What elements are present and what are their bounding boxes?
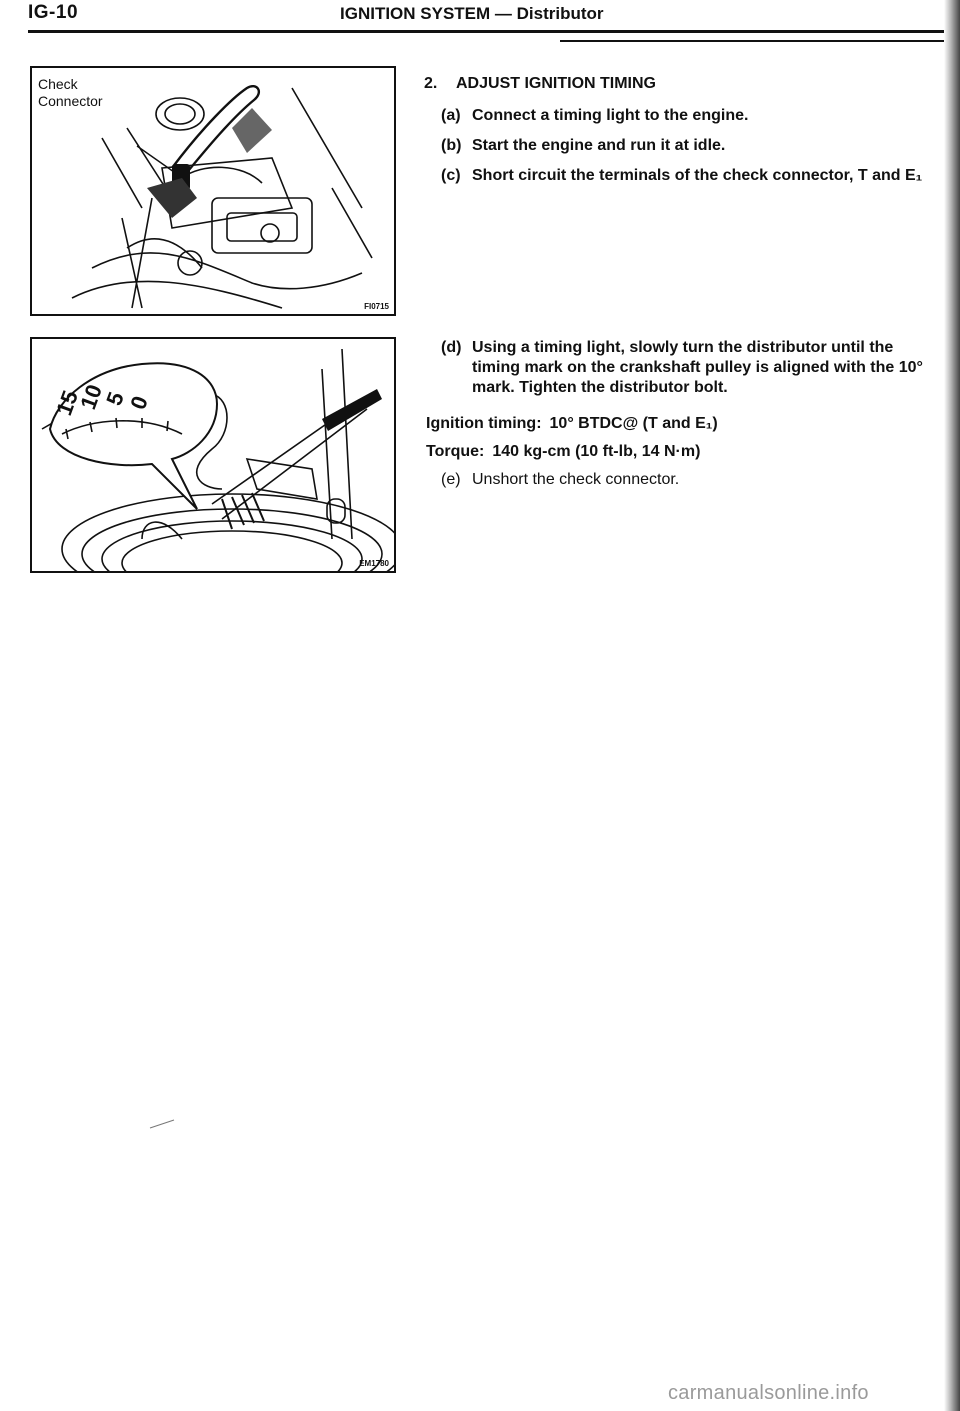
- substep-mark: (a): [441, 107, 461, 124]
- spec-label: Ignition timing:: [426, 415, 542, 432]
- spec-torque: [426, 442, 700, 462]
- substep-text: Start the engine and run it at idle.: [472, 137, 726, 154]
- step-heading: [424, 74, 656, 94]
- step-number: 2.: [424, 75, 438, 92]
- substep-a: [441, 106, 942, 126]
- substep-text: Using a timing light, slowly turn the distributor until the timing mark on the crankshaft pulley is aligned with the 10° mark. Tighten the distributor bolt.: [472, 339, 923, 396]
- page-id: IG-10: [28, 2, 79, 23]
- figure-timing-marks: [30, 337, 396, 573]
- spec-ignition-timing: [426, 414, 718, 434]
- substep-b: [441, 136, 942, 156]
- substep-e: [441, 470, 942, 490]
- header-rule: [28, 30, 950, 33]
- substep-text: Connect a timing light to the engine.: [472, 107, 749, 124]
- scale-mark-10: 10: [75, 381, 108, 413]
- substep-mark: (b): [441, 137, 462, 154]
- scale-mark-5: 5: [101, 388, 129, 409]
- callout-check-connector: Check Connector: [38, 76, 103, 109]
- crankshaft-pulley-illustration: [32, 339, 394, 571]
- substep-d: [441, 338, 942, 398]
- substep-text: Short circuit the terminals of the check connector, T and E₁: [472, 167, 923, 184]
- watermark: carmanualsonline.info: [668, 1382, 869, 1404]
- figure-code: EM1780: [359, 559, 389, 568]
- figure-check-connector: [30, 66, 396, 316]
- spec-value: 10° BTDC@ (T and E₁): [549, 415, 718, 432]
- scale-mark-15: 15: [51, 387, 84, 419]
- scan-mark: [148, 1118, 176, 1130]
- figure-code: FI0715: [364, 302, 389, 311]
- page-title: IGNITION SYSTEM — Distributor: [340, 4, 604, 23]
- substep-c: [441, 166, 942, 186]
- scale-mark-0: 0: [125, 392, 153, 413]
- header-rule-secondary: [560, 40, 950, 42]
- substep-mark: (d): [441, 339, 462, 356]
- substep-text: Unshort the check connector.: [472, 471, 680, 488]
- spec-value: 140 kg-cm (10 ft-lb, 14 N·m): [492, 443, 701, 460]
- page-edge-shadow: [944, 0, 960, 1411]
- substep-mark: (c): [441, 167, 461, 184]
- step-title: ADJUST IGNITION TIMING: [456, 75, 656, 92]
- substep-mark: (e): [441, 471, 461, 488]
- spec-label: Torque:: [426, 443, 485, 460]
